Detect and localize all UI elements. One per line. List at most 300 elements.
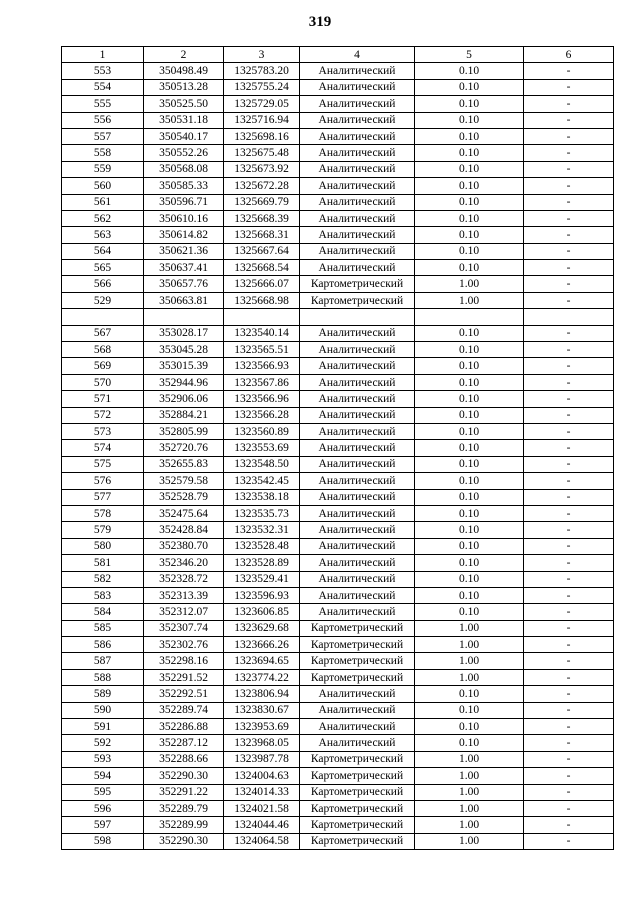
description-cell: - [524,325,614,341]
table-row [62,276,614,292]
x-coordinate-cell: 352428.84 [144,522,224,538]
point-number-cell: 592 [62,735,144,751]
x-coordinate-cell: 352288.66 [144,751,224,767]
point-number-cell: 556 [62,112,144,128]
point-number-cell: 559 [62,161,144,177]
y-coordinate-cell: 1323566.93 [224,358,300,374]
accuracy-cell: 0.10 [415,178,524,194]
table-row [62,456,614,472]
y-coordinate-cell: 1323528.89 [224,555,300,571]
method-cell: Аналитический [300,96,415,112]
y-coordinate-cell: 1325669.79 [224,194,300,210]
description-cell: - [524,505,614,521]
point-number-cell: 566 [62,276,144,292]
point-number-cell: 569 [62,358,144,374]
x-coordinate-cell: 350540.17 [144,128,224,144]
point-number-cell: 587 [62,653,144,669]
y-coordinate-cell: 1323548.50 [224,456,300,472]
accuracy-cell: 1.00 [415,784,524,800]
method-cell: Картометрический [300,276,415,292]
description-cell: - [524,407,614,423]
table-row [62,522,614,538]
x-coordinate-cell: 350568.08 [144,161,224,177]
table-row [62,243,614,259]
x-coordinate-cell: 350498.49 [144,63,224,79]
method-cell: Аналитический [300,522,415,538]
point-number-cell: 598 [62,833,144,849]
method-cell: Картометрический [300,292,415,308]
table-row [62,473,614,489]
table-row [62,833,614,849]
x-coordinate-cell: 352298.16 [144,653,224,669]
method-cell: Аналитический [300,391,415,407]
accuracy-cell: 0.10 [415,522,524,538]
y-coordinate-cell: 1323566.28 [224,407,300,423]
table-row [62,735,614,751]
point-number-cell: 584 [62,604,144,620]
y-coordinate-cell: 1325716.94 [224,112,300,128]
point-number-cell: 588 [62,669,144,685]
method-cell: Аналитический [300,489,415,505]
point-number-cell: 581 [62,555,144,571]
point-number-cell: 595 [62,784,144,800]
table-row [62,79,614,95]
table-row [62,309,614,325]
x-coordinate-cell: 352289.79 [144,800,224,816]
table-row [62,407,614,423]
x-coordinate-cell: 352805.99 [144,423,224,439]
accuracy-cell: 1.00 [415,800,524,816]
point-number-cell: 568 [62,342,144,358]
y-coordinate-cell: 1323596.93 [224,587,300,603]
y-coordinate-cell: 1325668.54 [224,260,300,276]
y-coordinate-cell: 1325672.28 [224,178,300,194]
point-number-cell: 560 [62,178,144,194]
point-number-cell: 574 [62,440,144,456]
column-header: 5 [415,47,524,63]
accuracy-cell: 1.00 [415,833,524,849]
accuracy-cell: 0.10 [415,161,524,177]
header-row [62,47,614,63]
x-coordinate-cell: 352312.07 [144,604,224,620]
x-coordinate-cell: 353015.39 [144,358,224,374]
description-cell: - [524,423,614,439]
accuracy-cell: 0.10 [415,374,524,390]
method-cell: Аналитический [300,161,415,177]
accuracy-cell: 1.00 [415,817,524,833]
y-coordinate-cell: 1323565.51 [224,342,300,358]
method-cell: Аналитический [300,735,415,751]
x-coordinate-cell: 352346.20 [144,555,224,571]
description-cell: - [524,555,614,571]
y-coordinate-cell: 1323560.89 [224,423,300,439]
method-cell: Аналитический [300,194,415,210]
y-coordinate-cell: 1325673.92 [224,161,300,177]
accuracy-cell: 0.10 [415,587,524,603]
accuracy-cell: 0.10 [415,538,524,554]
x-coordinate-cell: 350614.82 [144,227,224,243]
table-row [62,374,614,390]
accuracy-cell: 1.00 [415,620,524,636]
table-row [62,604,614,620]
accuracy-cell: 0.10 [415,505,524,521]
table-row [62,325,614,341]
method-cell: Аналитический [300,555,415,571]
table-row [62,63,614,79]
table-row [62,719,614,735]
description-cell: - [524,768,614,784]
description-cell: - [524,833,614,849]
table-row [62,505,614,521]
point-number-cell: 590 [62,702,144,718]
accuracy-cell: 0.10 [415,227,524,243]
y-coordinate-cell: 1323567.86 [224,374,300,390]
table-row [62,96,614,112]
x-coordinate-cell: 350657.76 [144,276,224,292]
method-cell: Аналитический [300,719,415,735]
table-row [62,260,614,276]
y-coordinate-cell: 1323606.85 [224,604,300,620]
y-coordinate-cell: 1325729.05 [224,96,300,112]
accuracy-cell: 1.00 [415,637,524,653]
point-number-cell: 564 [62,243,144,259]
accuracy-cell: 0.10 [415,63,524,79]
point-number-cell: 576 [62,473,144,489]
description-cell: - [524,653,614,669]
method-cell: Аналитический [300,587,415,603]
page-number: 319 [308,14,332,30]
accuracy-cell: 0.10 [415,440,524,456]
method-cell: Аналитический [300,374,415,390]
method-cell: Аналитический [300,407,415,423]
x-coordinate-cell: 352302.76 [144,637,224,653]
x-coordinate-cell: 352289.74 [144,702,224,718]
accuracy-cell: 0.10 [415,194,524,210]
description-cell: - [524,178,614,194]
x-coordinate-cell: 352313.39 [144,587,224,603]
y-coordinate-cell: 1325783.20 [224,63,300,79]
x-coordinate-cell: 352906.06 [144,391,224,407]
point-number-cell: 583 [62,587,144,603]
description-cell: - [524,79,614,95]
table-row [62,637,614,653]
point-number-cell: 579 [62,522,144,538]
description-cell: - [524,800,614,816]
point-number-cell: 563 [62,227,144,243]
table-row [62,178,614,194]
description-cell: - [524,702,614,718]
x-coordinate-cell: 350663.81 [144,292,224,308]
x-coordinate-cell: 352655.83 [144,456,224,472]
y-coordinate-cell [224,309,300,325]
accuracy-cell: 1.00 [415,653,524,669]
description-cell: - [524,686,614,702]
x-coordinate-cell: 352884.21 [144,407,224,423]
accuracy-cell: 0.10 [415,555,524,571]
method-cell: Аналитический [300,358,415,374]
x-coordinate-cell: 352475.64 [144,505,224,521]
point-number-cell: 529 [62,292,144,308]
description-cell: - [524,210,614,226]
method-cell: Аналитический [300,571,415,587]
method-cell: Картометрический [300,653,415,669]
description-cell: - [524,276,614,292]
y-coordinate-cell: 1323529.41 [224,571,300,587]
method-cell: Картометрический [300,637,415,653]
accuracy-cell [415,309,524,325]
y-coordinate-cell: 1325668.39 [224,210,300,226]
table-row [62,391,614,407]
accuracy-cell: 1.00 [415,669,524,685]
y-coordinate-cell: 1323553.69 [224,440,300,456]
table-row [62,538,614,554]
column-header: 6 [524,47,614,63]
accuracy-cell: 0.10 [415,604,524,620]
accuracy-cell: 0.10 [415,489,524,505]
table-row [62,145,614,161]
x-coordinate-cell: 350596.71 [144,194,224,210]
table-row [62,571,614,587]
y-coordinate-cell: 1325666.07 [224,276,300,292]
table-row [62,784,614,800]
point-number-cell: 585 [62,620,144,636]
description-cell: - [524,440,614,456]
x-coordinate-cell: 350637.41 [144,260,224,276]
description-cell: - [524,63,614,79]
y-coordinate-cell: 1323694.65 [224,653,300,669]
table-row [62,669,614,685]
table-row [62,653,614,669]
x-coordinate-cell: 352291.52 [144,669,224,685]
accuracy-cell: 0.10 [415,686,524,702]
accuracy-cell: 0.10 [415,719,524,735]
point-number-cell: 594 [62,768,144,784]
point-number-cell: 591 [62,719,144,735]
coordinates-table [61,46,614,850]
method-cell: Аналитический [300,538,415,554]
method-cell: Аналитический [300,227,415,243]
accuracy-cell: 0.10 [415,473,524,489]
method-cell: Картометрический [300,751,415,767]
point-number-cell: 561 [62,194,144,210]
method-cell: Аналитический [300,63,415,79]
accuracy-cell: 0.10 [415,325,524,341]
accuracy-cell: 0.10 [415,423,524,439]
x-coordinate-cell: 352944.96 [144,374,224,390]
point-number-cell: 589 [62,686,144,702]
point-number-cell: 578 [62,505,144,521]
description-cell: - [524,620,614,636]
description-cell: - [524,161,614,177]
point-number-cell: 558 [62,145,144,161]
description-cell: - [524,260,614,276]
description-cell: - [524,669,614,685]
method-cell: Аналитический [300,342,415,358]
table-row [62,342,614,358]
description-cell: - [524,112,614,128]
table-row [62,686,614,702]
point-number-cell: 555 [62,96,144,112]
description-cell: - [524,374,614,390]
y-coordinate-cell: 1323528.48 [224,538,300,554]
y-coordinate-cell: 1323566.96 [224,391,300,407]
method-cell: Аналитический [300,210,415,226]
description-cell: - [524,637,614,653]
table-row [62,751,614,767]
method-cell: Аналитический [300,112,415,128]
description-cell [524,309,614,325]
method-cell: Аналитический [300,325,415,341]
accuracy-cell: 0.10 [415,79,524,95]
description-cell: - [524,145,614,161]
x-coordinate-cell [144,309,224,325]
point-number-cell: 571 [62,391,144,407]
table-row [62,587,614,603]
column-header: 4 [300,47,415,63]
method-cell: Аналитический [300,505,415,521]
table-row [62,128,614,144]
y-coordinate-cell: 1323806.94 [224,686,300,702]
description-cell: - [524,571,614,587]
method-cell: Аналитический [300,604,415,620]
y-coordinate-cell: 1323953.69 [224,719,300,735]
table-row [62,358,614,374]
method-cell: Аналитический [300,456,415,472]
point-number-cell: 596 [62,800,144,816]
point-number-cell: 570 [62,374,144,390]
description-cell: - [524,358,614,374]
method-cell: Картометрический [300,817,415,833]
column-header: 2 [144,47,224,63]
x-coordinate-cell: 352292.51 [144,686,224,702]
point-number-cell: 575 [62,456,144,472]
x-coordinate-cell: 352290.30 [144,833,224,849]
description-cell: - [524,96,614,112]
x-coordinate-cell: 352287.12 [144,735,224,751]
point-number-cell: 553 [62,63,144,79]
x-coordinate-cell: 352291.22 [144,784,224,800]
x-coordinate-cell: 353028.17 [144,325,224,341]
point-number-cell: 593 [62,751,144,767]
point-number-cell: 567 [62,325,144,341]
point-number-cell: 565 [62,260,144,276]
table-row [62,292,614,308]
x-coordinate-cell: 350513.28 [144,79,224,95]
accuracy-cell: 0.10 [415,456,524,472]
y-coordinate-cell: 1325755.24 [224,79,300,95]
point-number-cell: 572 [62,407,144,423]
table-row [62,817,614,833]
description-cell: - [524,456,614,472]
y-coordinate-cell: 1324004.63 [224,768,300,784]
accuracy-cell: 0.10 [415,735,524,751]
description-cell: - [524,784,614,800]
x-coordinate-cell: 352579.58 [144,473,224,489]
method-cell: Аналитический [300,178,415,194]
table-row [62,800,614,816]
y-coordinate-cell: 1324021.58 [224,800,300,816]
accuracy-cell: 0.10 [415,571,524,587]
y-coordinate-cell: 1324064.58 [224,833,300,849]
y-coordinate-cell: 1323830.67 [224,702,300,718]
description-cell: - [524,538,614,554]
accuracy-cell: 0.10 [415,702,524,718]
method-cell: Картометрический [300,620,415,636]
description-cell: - [524,227,614,243]
description-cell: - [524,735,614,751]
description-cell: - [524,604,614,620]
accuracy-cell: 0.10 [415,342,524,358]
table-header [62,47,614,63]
accuracy-cell: 0.10 [415,145,524,161]
y-coordinate-cell: 1325668.31 [224,227,300,243]
y-coordinate-cell: 1323987.78 [224,751,300,767]
table-row [62,489,614,505]
y-coordinate-cell: 1323629.68 [224,620,300,636]
description-cell: - [524,243,614,259]
table-row [62,702,614,718]
method-cell: Аналитический [300,423,415,439]
method-cell: Аналитический [300,440,415,456]
x-coordinate-cell: 352328.72 [144,571,224,587]
method-cell: Картометрический [300,784,415,800]
y-coordinate-cell: 1323666.26 [224,637,300,653]
description-cell: - [524,342,614,358]
description-cell: - [524,292,614,308]
accuracy-cell: 0.10 [415,260,524,276]
method-cell: Картометрический [300,800,415,816]
table-row [62,423,614,439]
accuracy-cell: 0.10 [415,96,524,112]
x-coordinate-cell: 350531.18 [144,112,224,128]
x-coordinate-cell: 352528.79 [144,489,224,505]
method-cell: Аналитический [300,243,415,259]
accuracy-cell: 0.10 [415,112,524,128]
description-cell: - [524,719,614,735]
table-row [62,620,614,636]
description-cell: - [524,522,614,538]
table-row [62,768,614,784]
description-cell: - [524,817,614,833]
description-cell: - [524,751,614,767]
y-coordinate-cell: 1325675.48 [224,145,300,161]
x-coordinate-cell: 350525.50 [144,96,224,112]
accuracy-cell: 1.00 [415,276,524,292]
method-cell: Аналитический [300,128,415,144]
y-coordinate-cell: 1325698.16 [224,128,300,144]
point-number-cell: 554 [62,79,144,95]
method-cell: Картометрический [300,833,415,849]
description-cell: - [524,194,614,210]
description-cell: - [524,489,614,505]
method-cell: Аналитический [300,473,415,489]
point-number-cell: 597 [62,817,144,833]
column-header: 3 [224,47,300,63]
x-coordinate-cell: 353045.28 [144,342,224,358]
accuracy-cell: 1.00 [415,751,524,767]
method-cell: Аналитический [300,702,415,718]
description-cell: - [524,391,614,407]
table-row [62,227,614,243]
table-row [62,194,614,210]
table-row [62,161,614,177]
x-coordinate-cell: 352720.76 [144,440,224,456]
table-row [62,112,614,128]
x-coordinate-cell: 352290.30 [144,768,224,784]
method-cell: Аналитический [300,260,415,276]
accuracy-cell: 0.10 [415,210,524,226]
x-coordinate-cell: 352289.99 [144,817,224,833]
